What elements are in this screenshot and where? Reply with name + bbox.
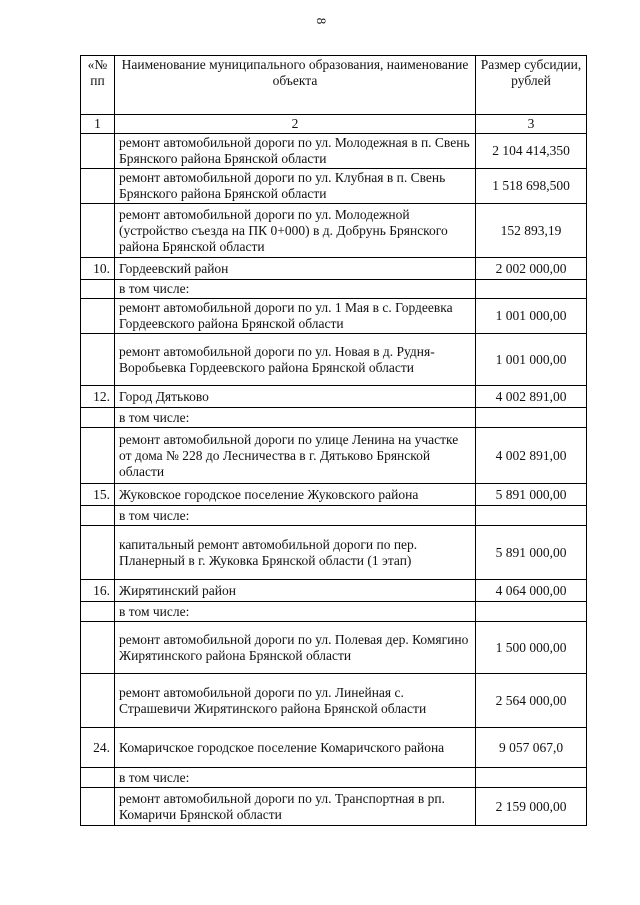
row-name: ремонт автомобильной дороги по ул. Новая в д. Рудня-Воробьевка Гордеевского района Брянской области bbox=[115, 334, 476, 386]
row-num bbox=[81, 334, 115, 386]
table-row bbox=[81, 580, 587, 602]
row-name: в том числе: bbox=[115, 602, 476, 622]
row-name: в том числе: bbox=[115, 408, 476, 428]
row-name: в том числе: bbox=[115, 506, 476, 526]
row-num bbox=[81, 169, 115, 204]
row-name: Гордеевский район bbox=[115, 258, 476, 280]
header-name: Наименование муниципального образования, наименование объекта bbox=[115, 56, 476, 115]
row-amount bbox=[476, 602, 587, 622]
table-row bbox=[81, 299, 587, 334]
row-num bbox=[81, 526, 115, 580]
row-amount bbox=[476, 408, 587, 428]
row-num bbox=[81, 506, 115, 526]
table-row bbox=[81, 169, 587, 204]
row-amount bbox=[476, 506, 587, 526]
row-num bbox=[81, 768, 115, 788]
table-row bbox=[81, 134, 587, 169]
row-amount: 1 500 000,00 bbox=[476, 622, 587, 674]
row-amount: 1 001 000,00 bbox=[476, 299, 587, 334]
row-num bbox=[81, 602, 115, 622]
row-num bbox=[81, 280, 115, 299]
row-name: ремонт автомобильной дороги по улице Ленина на участке от дома № 228 до Лесничества в г. Дятьково Брянской области bbox=[115, 428, 476, 484]
row-name: капитальный ремонт автомобильной дороги по пер. Планерный в г. Жуковка Брянской области (1 этап) bbox=[115, 526, 476, 580]
table-row bbox=[81, 768, 587, 788]
row-name: ремонт автомобильной дороги по ул. Клубная в п. Свень Брянского района Брянской области bbox=[115, 169, 476, 204]
row-name: Жирятинский район bbox=[115, 580, 476, 602]
table-row bbox=[81, 674, 587, 728]
row-name: в том числе: bbox=[115, 768, 476, 788]
row-num: 15. bbox=[81, 484, 115, 506]
table-row bbox=[81, 728, 587, 768]
table-row bbox=[81, 334, 587, 386]
row-num: 10. bbox=[81, 258, 115, 280]
table-row bbox=[81, 204, 587, 258]
table-row bbox=[81, 386, 587, 408]
row-num: 16. bbox=[81, 580, 115, 602]
table-row bbox=[81, 788, 587, 826]
row-name: Комаричское городское поселение Комаричского района bbox=[115, 728, 476, 768]
row-num bbox=[81, 408, 115, 428]
row-num: 24. bbox=[81, 728, 115, 768]
row-amount: 5 891 000,00 bbox=[476, 484, 587, 506]
table-row bbox=[81, 526, 587, 580]
row-name: ремонт автомобильной дороги по ул. Полевая дер. Комягино Жирятинского района Брянской области bbox=[115, 622, 476, 674]
table-row bbox=[81, 484, 587, 506]
header-num: «№ пп bbox=[81, 56, 115, 115]
row-name: ремонт автомобильной дороги по ул. Транспортная в рп. Комаричи Брянской области bbox=[115, 788, 476, 826]
row-amount: 1 001 000,00 bbox=[476, 334, 587, 386]
row-num bbox=[81, 622, 115, 674]
header-amount: Размер субсидии, рублей bbox=[476, 56, 587, 115]
row-num bbox=[81, 299, 115, 334]
row-num bbox=[81, 204, 115, 258]
index-cell: 3 bbox=[476, 115, 587, 134]
row-amount: 2 159 000,00 bbox=[476, 788, 587, 826]
row-name: в том числе: bbox=[115, 280, 476, 299]
row-num bbox=[81, 674, 115, 728]
row-amount bbox=[476, 280, 587, 299]
row-num bbox=[81, 428, 115, 484]
row-num: 12. bbox=[81, 386, 115, 408]
row-amount: 152 893,19 bbox=[476, 204, 587, 258]
row-name: ремонт автомобильной дороги по ул. Молодежная в п. Свень Брянского района Брянской области bbox=[115, 134, 476, 169]
row-name: ремонт автомобильной дороги по ул. 1 Мая в с. Гордеевка Гордеевского района Брянской области bbox=[115, 299, 476, 334]
row-name: Город Дятьково bbox=[115, 386, 476, 408]
row-amount: 4 002 891,00 bbox=[476, 386, 587, 408]
row-num bbox=[81, 788, 115, 826]
row-num bbox=[81, 134, 115, 169]
table-row bbox=[81, 428, 587, 484]
row-amount: 9 057 067,0 bbox=[476, 728, 587, 768]
index-cell: 2 bbox=[115, 115, 476, 134]
table-header-row bbox=[81, 56, 587, 115]
table-row bbox=[81, 280, 587, 299]
subsidy-table bbox=[80, 55, 587, 826]
table-row bbox=[81, 506, 587, 526]
table-row bbox=[81, 408, 587, 428]
row-amount: 2 104 414,350 bbox=[476, 134, 587, 169]
table-index-row bbox=[81, 115, 587, 134]
row-amount: 5 891 000,00 bbox=[476, 526, 587, 580]
row-amount: 4 064 000,00 bbox=[476, 580, 587, 602]
row-name: Жуковское городское поселение Жуковского района bbox=[115, 484, 476, 506]
row-amount: 4 002 891,00 bbox=[476, 428, 587, 484]
row-name: ремонт автомобильной дороги по ул. Линейная с. Страшевичи Жирятинского района Брянской области bbox=[115, 674, 476, 728]
row-amount: 2 002 000,00 bbox=[476, 258, 587, 280]
row-amount: 2 564 000,00 bbox=[476, 674, 587, 728]
row-name: ремонт автомобильной дороги по ул. Молодежной (устройство съезда на ПК 0+000) в д. Добрунь Брянского района Брянской области bbox=[115, 204, 476, 258]
page-number: 8 bbox=[314, 17, 329, 25]
table-row bbox=[81, 602, 587, 622]
table-row bbox=[81, 622, 587, 674]
row-amount bbox=[476, 768, 587, 788]
index-cell: 1 bbox=[81, 115, 115, 134]
row-amount: 1 518 698,500 bbox=[476, 169, 587, 204]
table-row bbox=[81, 258, 587, 280]
